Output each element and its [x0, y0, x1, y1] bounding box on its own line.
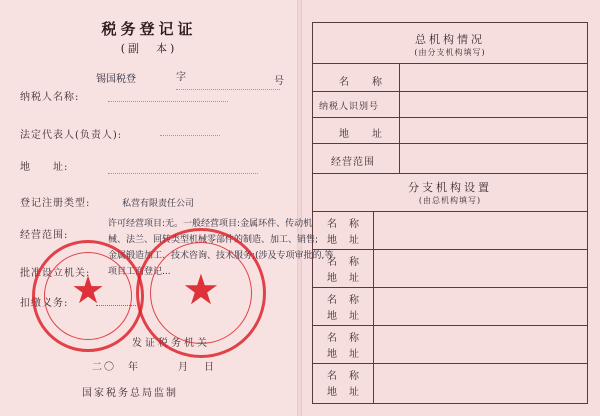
center-fold	[297, 0, 302, 416]
scope-line-4: 项目工商登记...	[108, 267, 171, 277]
reg-type-label: 登记注册类型:	[20, 198, 91, 209]
branch-1-addr-label: 地 址	[327, 235, 360, 246]
reg-no-char: 字	[176, 72, 186, 83]
head-row-name-label: 名 称	[339, 77, 383, 88]
address-blank	[108, 164, 258, 174]
reg-no-suffix: 号	[274, 76, 284, 87]
scope-label: 经营范围:	[20, 230, 69, 241]
branch-5-addr-label: 地 址	[327, 387, 360, 398]
branch-subtitle: (由总机构填写)	[418, 196, 482, 205]
taxpayer-name-label: 纳税人名称:	[20, 92, 80, 103]
issue-month: 月	[178, 362, 189, 373]
branch-4-name-label: 名 称	[327, 333, 360, 344]
branch-2-name-label: 名 称	[327, 257, 360, 268]
branch-1-name-label: 名 称	[327, 219, 360, 230]
legal-rep-label: 法定代表人(负责人):	[20, 130, 123, 141]
legal-rep-blank	[160, 126, 220, 136]
branch-title: 分支机构设置	[408, 181, 492, 194]
branch-col-divider	[373, 211, 374, 403]
head-row-id-label: 纳税人识别号	[319, 102, 380, 112]
reg-no-blank	[176, 80, 280, 90]
branch-3-name-label: 名 称	[327, 295, 360, 306]
seal-local-tax-star-icon: ★	[182, 265, 220, 314]
certificate-title: 税务登记证	[101, 20, 197, 38]
head-col-divider	[399, 63, 400, 173]
withhold-label: 扣缴义务:	[20, 298, 69, 309]
branch-3-addr-label: 地 址	[327, 311, 360, 322]
certificate-subtitle: (副 本)	[120, 42, 178, 55]
scope-line-2: 械、法兰、回转类型机械零部件的制造、加工、销售;	[108, 235, 319, 245]
issue-year: 二〇 年	[92, 362, 140, 373]
scope-line-1: 许可经营项目:无。一般经营项目:金属环件、传动机	[108, 219, 313, 229]
approve-label: 批准设立机关:	[20, 268, 91, 279]
issue-day: 日	[204, 362, 215, 373]
taxpayer-name-blank	[108, 92, 228, 102]
branch-5-name-label: 名 称	[327, 371, 360, 382]
seal-national-tax-star-icon: ★	[70, 268, 106, 312]
reg-no-prefix: 锡国税登	[96, 74, 136, 85]
branch-2-addr-label: 地 址	[327, 273, 360, 284]
branch-4-addr-label: 地 址	[327, 349, 360, 360]
head-org-subtitle: (由分支机构填写)	[414, 48, 486, 57]
head-org-title: 总机构情况	[415, 33, 485, 46]
reg-type-value: 私营有限责任公司	[122, 199, 195, 209]
head-row-address-label: 地 址	[339, 129, 383, 140]
right-info-table	[312, 22, 588, 404]
issuing-authority: 发证税务机关	[132, 338, 210, 349]
scope-line-3: 金属锻造加工、技术咨询、技术服务;(涉及专项审批的,等	[108, 251, 334, 261]
footer-supervised: 国家税务总局监制	[82, 388, 178, 399]
head-row-scope-label: 经营范围	[331, 157, 375, 168]
address-label: 地 址:	[20, 162, 69, 173]
